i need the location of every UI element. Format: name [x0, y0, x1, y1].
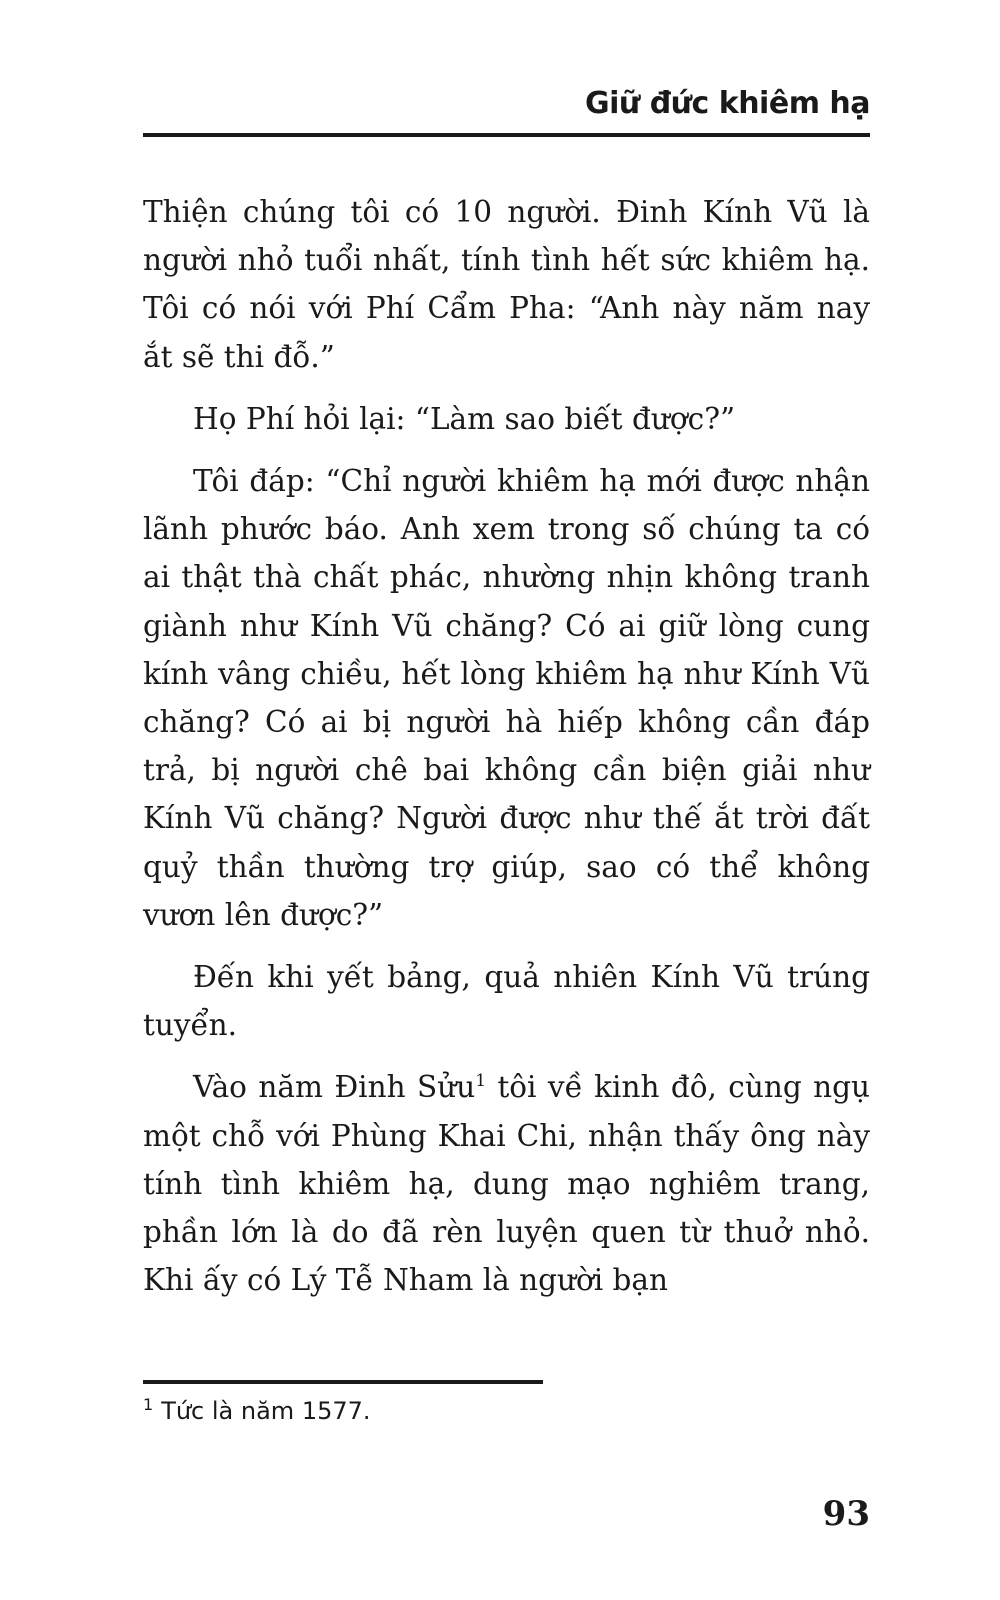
page-number: 93	[822, 1494, 870, 1534]
book-page	[143, 0, 870, 1600]
header-rule	[143, 133, 870, 137]
footnote	[143, 1394, 371, 1428]
running-header: Giữ đức khiêm hạ	[584, 86, 870, 121]
footnote-mark: 1	[143, 1395, 154, 1414]
paragraph: Tôi đáp: “Chỉ người khiêm hạ mới được nhận lãnh phước báo. Anh xem trong số chúng ta có ai thật thà chất phác, nhường nhịn không tranh giành như Kính Vũ chăng? Có ai giữ lòng cung kính vâng chiều, hết lòng khiêm hạ như Kính Vũ chăng? Có ai bị người hà hiếp không cần đáp trả, bị người chê bai không cần biện giải như Kính Vũ chăng? Người được như thế ắt trời đất quỷ thần thường trợ giúp, sao có thể không vươn lên được?”	[143, 464, 870, 932]
paragraph-text-before-ref: Vào năm Đinh Sửu	[193, 1070, 476, 1105]
paragraph-continuation: Thiện chúng tôi có 10 người. Đinh Kính Vũ là người nhỏ tuổi nhất, tính tình hết sức khiêm hạ. Tôi có nói với Phí Cẩm Pha: “Anh này năm nay ắt sẽ thi đỗ.”	[143, 195, 870, 374]
body-text	[143, 188, 870, 1318]
paragraph: Họ Phí hỏi lại: “Làm sao biết được?”	[193, 401, 736, 436]
paragraph	[143, 1063, 870, 1304]
footnote-rule	[143, 1380, 543, 1384]
footnote-reference[interactable]: 1	[475, 1071, 487, 1092]
paragraph: Đến khi yết bảng, quả nhiên Kính Vũ trúng tuyển.	[143, 960, 870, 1043]
paragraph-text-after-ref: tôi về kinh đô, cùng ngụ một chỗ với Phùng Khai Chi, nhận thấy ông này tính tình khiêm hạ, dung mạo nghiêm trang, phần lớn là do đã rèn luyện quen từ thuở nhỏ. Khi ấy có Lý Tễ Nham là người bạn	[143, 1070, 870, 1298]
footnote-text: Tức là năm 1577.	[161, 1397, 371, 1425]
